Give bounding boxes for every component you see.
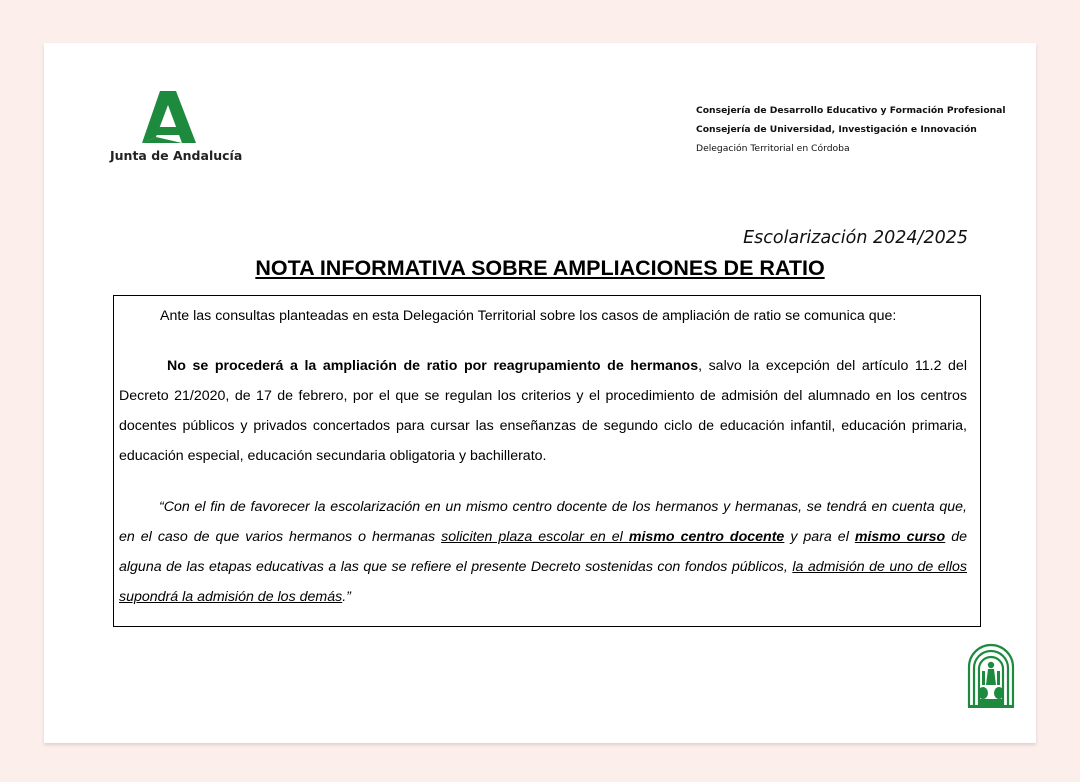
quote-text-2: y para el bbox=[784, 529, 855, 545]
document-page bbox=[44, 43, 1036, 743]
document-title: NOTA INFORMATIVA SOBRE AMPLIACIONES DE RATIO bbox=[255, 256, 825, 280]
quote-paragraph bbox=[119, 492, 967, 612]
quote-text-4: .” bbox=[342, 589, 351, 605]
quote-text-3: de alguna de las etapas educativas a las que se refiere el presente Decreto sostenidas con fondos públicos, bbox=[119, 529, 967, 575]
header-line-3: Delegación Territorial en Córdoba bbox=[696, 143, 850, 154]
quote-text-1: “Con el fin de favorecer la escolarización en un mismo centro docente de los hermanos y hermanas, se tendrá en cuenta que, en el caso de que varios hermanos o hermanas bbox=[119, 499, 967, 545]
intro-paragraph: Ante las consultas planteadas en esta Delegación Territorial sobre los casos de ampliación de ratio se comunica que: bbox=[160, 308, 897, 324]
junta-de-andalucia-logo bbox=[108, 91, 243, 166]
main-paragraph-rest: , salvo la excepción del artículo 11.2 del Decreto 21/2020, de 17 de febrero, por el que se regulan los criterios y el procedimiento de admisión del alumnado en los centros docentes públicos y privados concertados para cursar las enseñanzas de segundo ciclo de educación infantil, educación primaria, educación especial, educación secundaria obligatoria y bachillerato. bbox=[119, 358, 967, 464]
junta-a-logo-icon bbox=[138, 91, 200, 143]
notice-box bbox=[113, 295, 981, 627]
quote-bold-underlined-1: mismo centro docente bbox=[628, 529, 785, 545]
quote-underlined-2: la admisión de uno de ellos supondrá la admisión de los demás bbox=[119, 559, 967, 605]
header-line-1: Consejería de Desarrollo Educativo y Formación Profesional bbox=[696, 105, 1006, 116]
andalucia-seal-icon bbox=[966, 641, 1016, 714]
header-institutions bbox=[696, 101, 1006, 158]
quote-bold-underlined-2: mismo curso bbox=[854, 529, 946, 545]
main-paragraph bbox=[119, 351, 967, 471]
school-year: Escolarización 2024/2025 bbox=[743, 228, 968, 248]
main-bold-statement: No se procederá a la ampliación de ratio por reagrupamiento de hermanos bbox=[167, 358, 699, 374]
quote-underlined-1: soliciten plaza escolar en el bbox=[441, 529, 629, 545]
header-line-2: Consejería de Universidad, Investigación e Innovación bbox=[696, 124, 977, 135]
logo-text: Junta de Andalucía bbox=[110, 148, 243, 163]
